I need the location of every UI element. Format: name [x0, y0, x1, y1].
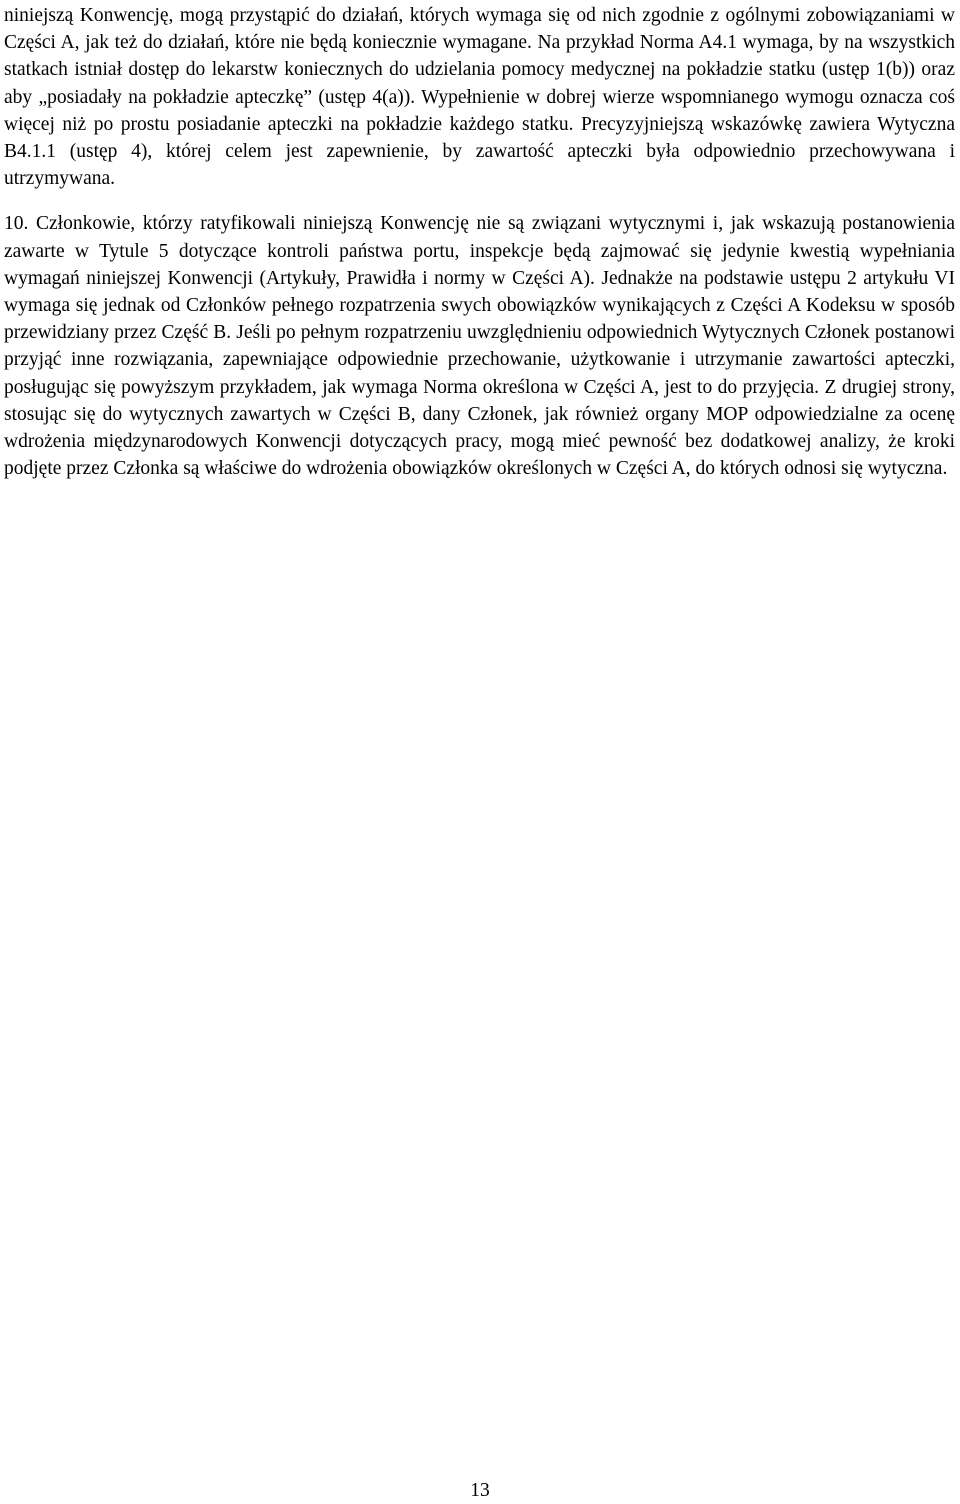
page-number: 13	[470, 1480, 490, 1501]
paragraph-10: 10. Członkowie, którzy ratyfikowali niniejszą Konwencję nie są związani wytycznymi i, jak wskazują postanowienia zawarte w Tytule 5 dotyczące kontroli państwa portu, inspekcje będą zajmować się jedynie kwestią wypełniania wymagań niniejszej Konwencji (Artykuły, Prawidła i normy w Części A). Jednakże na podstawie ustępu 2 artykułu VI wymaga się jednak od Członków pełnego rozpatrzenia swych obowiązków wynikających z Części A Kodeksu w sposób przewidziany przez Część B. Jeśli po pełnym rozpatrzeniu uwzględnieniu odpowiednich Wytycznych Członek postanowi przyjąć inne rozwiązania, zapewniające odpowiednie przechowanie, użytkowanie i utrzymanie zawartości apteczki, posługując się powyższym przykładem, jak wymaga Norma określona w Części A, jest to do przyjęcia. Z drugiej strony, stosując się do wytycznych zawartych w Części B, dany Członek, jak również organy MOP odpowiedzialne za ocenę wdrożenia międzynarodowych Konwencji dotyczących pracy, mogą mieć pewność bez dodatkowej analizy, że kroki podjęte przez Członka są właściwe do wdrożenia obowiązków określonych w Części A, do których odnosi się wytyczna.	[4, 213, 955, 480]
page-body	[4, 0, 955, 482]
paragraph-continuation: niniejszą Konwencję, mogą przystąpić do działań, których wymaga się od nich zgodnie z ogólnymi zobowiązaniami w Części A, jak też do działań, które nie będą koniecznie wymagane. Na przykład Norma A4.1 wymaga, by na wszystkich statkach istniał dostęp do lekarstw koniecznych do udzielania pomocy medycznej na pokładzie statku (ustęp 1(b)) oraz aby „posiadały na pokładzie apteczkę” (ustęp 4(a)). Wypełnienie w dobrej wierze wspomnianego wymogu oznacza coś więcej niż po prostu posiadanie apteczki na pokładzie każdego statku. Precyzyjniejszą wskazówkę zawiera Wytyczna B4.1.1 (ustęp 4), której celem jest zapewnienie, by zawartość apteczki była odpowiednio przechowywana i utrzymywana.	[4, 5, 955, 190]
